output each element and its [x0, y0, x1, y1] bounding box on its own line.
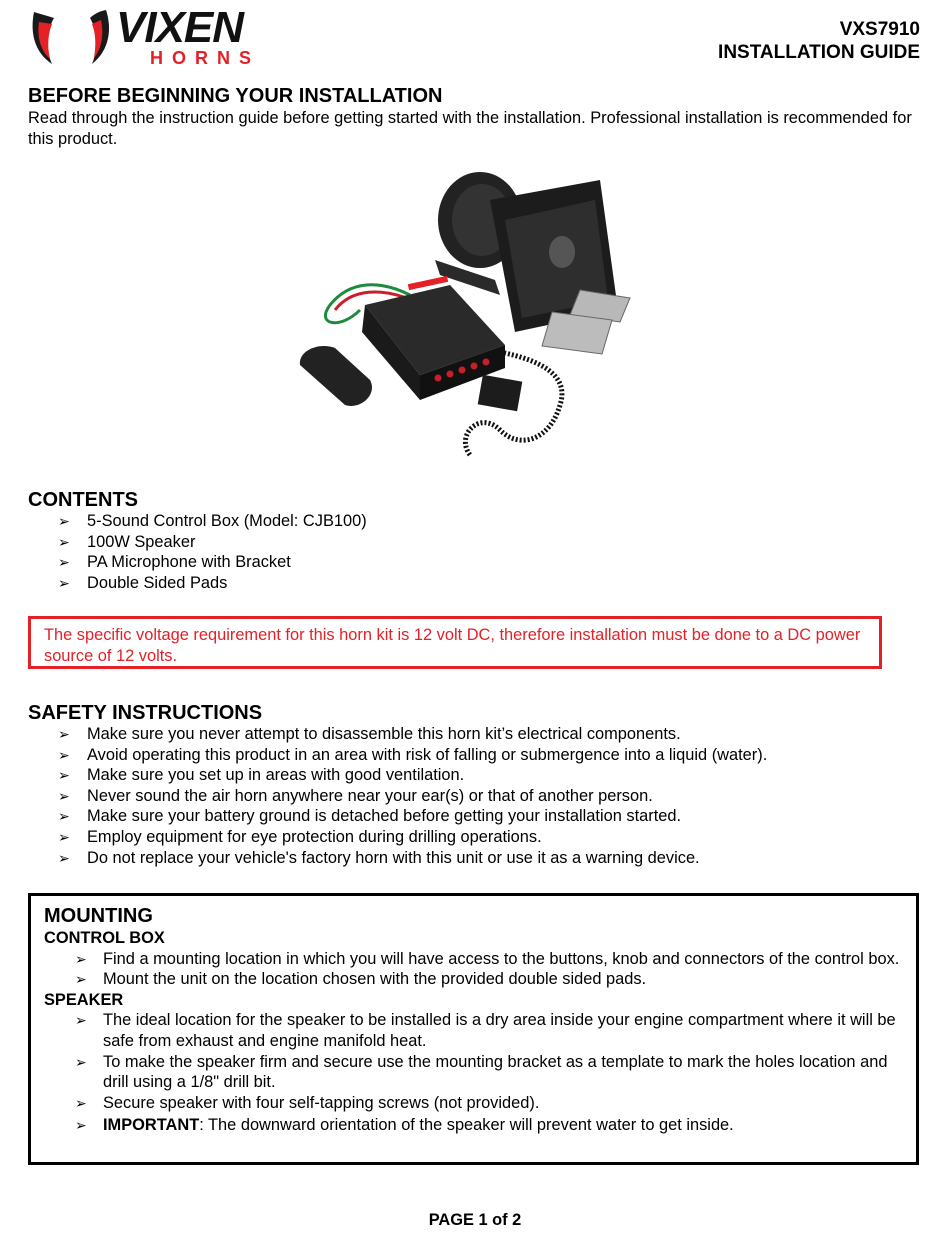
list-item: ➢ PA Microphone with Bracket: [58, 553, 291, 572]
important-text: : The downward orientation of the speaker will prevent water to get inside.: [199, 1116, 734, 1135]
brand-bottom-text: HORNS: [150, 48, 261, 68]
arrowhead-bullet-icon: ➢: [58, 828, 70, 845]
list-item: ➢ Employ equipment for eye protection during drilling operations.: [58, 827, 542, 846]
control-box-subheading: CONTROL BOX: [44, 929, 165, 947]
list-item: ➢ Never sound the air horn anywhere near your ear(s) or that of another person.: [58, 786, 653, 805]
safety-heading: SAFETY INSTRUCTIONS: [28, 702, 263, 724]
list-item: ➢ Mount the unit on the location chosen with the provided double sided pads.: [75, 970, 647, 989]
document-header: [718, 18, 920, 64]
document-title: INSTALLATION GUIDE: [718, 42, 920, 63]
list-item: ➢ Find a mounting location in which you will have access to the buttons, knob and connectors of the control box.: [75, 949, 900, 968]
speaker-subheading: SPEAKER: [44, 990, 124, 1009]
arrowhead-bullet-icon: ➢: [58, 767, 70, 784]
list-item: ➢ The ideal location for the speaker to be installed is a dry area inside your engine compartment where it will be safe from exhaust and engine manifold heat.: [75, 1011, 896, 1050]
list-item: ➢ Make sure you never attempt to disassemble this horn kit’s electrical components.: [58, 725, 681, 743]
voltage-warning-text: The specific voltage requirement for this horn kit is 12 volt DC, therefore installation must be done to a DC power source of 12 volts.: [44, 626, 861, 665]
list-item: ➢ Make sure your battery ground is detached before getting your installation started.: [58, 807, 682, 826]
arrowhead-bullet-icon: ➢: [75, 1012, 87, 1029]
list-item: ➢ 100W Speaker: [58, 532, 196, 551]
arrowhead-bullet-icon: ➢: [58, 513, 70, 529]
voltage-warning-box: [28, 616, 882, 669]
important-label: IMPORTANT: [103, 1116, 200, 1135]
list-item: ➢ 5-Sound Control Box (Model: CJB100): [58, 512, 367, 530]
list-item: [31, 1115, 916, 1136]
before-heading: BEFORE BEGINNING YOUR INSTALLATION: [28, 85, 443, 107]
safety-list: [28, 724, 918, 868]
list-item: ➢ Make sure you set up in areas with good ventilation.: [58, 766, 465, 785]
page-number: PAGE 1 of 2: [428, 1211, 522, 1229]
mounting-heading: MOUNTING: [44, 905, 153, 927]
arrowhead-bullet-icon: ➢: [75, 971, 87, 988]
brand-top-text: VIXEN: [116, 3, 244, 52]
mounting-box: [28, 893, 919, 1165]
arrowhead-bullet-icon: ➢: [75, 1094, 87, 1111]
arrowhead-bullet-icon: ➢: [58, 574, 70, 591]
arrowhead-bullet-icon: ➢: [75, 1053, 87, 1070]
list-item: ➢ Secure speaker with four self-tapping screws (not provided).: [75, 1093, 540, 1112]
arrowhead-bullet-icon: ➢: [58, 726, 70, 742]
intro-paragraph: Read through the instruction guide before getting started with the installation. Professional installation is recommended for this product.: [28, 109, 912, 148]
arrowhead-bullet-icon: ➢: [58, 787, 70, 804]
list-item: ➢ To make the speaker firm and secure use the mounting bracket as a template to mark the holes location and drill using a 1/8" drill bit.: [75, 1052, 888, 1092]
control-box-list: [31, 949, 916, 990]
arrowhead-bullet-icon: ➢: [58, 533, 70, 550]
contents-heading: CONTENTS: [28, 489, 138, 511]
model-number: VXS7910: [839, 19, 920, 40]
horn-kit-product-image: [290, 160, 660, 470]
arrowhead-bullet-icon: ➢: [58, 554, 70, 571]
speaker-list: [31, 1010, 916, 1136]
arrowhead-bullet-icon: ➢: [58, 808, 70, 825]
vixen-horns-logo-icon: [28, 2, 283, 68]
arrowhead-bullet-icon: ➢: [58, 849, 70, 866]
arrowhead-bullet-icon: ➢: [58, 746, 70, 763]
arrowhead-bullet-icon: ➢: [75, 950, 87, 967]
list-item: ➢ Avoid operating this product in an area with risk of falling or submergence into a liquid (water).: [58, 745, 768, 764]
list-item: ➢ Do not replace your vehicle's factory horn with this unit or use it as a warning device.: [58, 848, 700, 867]
list-item: ➢ Double Sided Pads: [58, 573, 228, 592]
arrowhead-bullet-icon: ➢: [75, 1117, 87, 1134]
contents-list: [28, 511, 908, 593]
